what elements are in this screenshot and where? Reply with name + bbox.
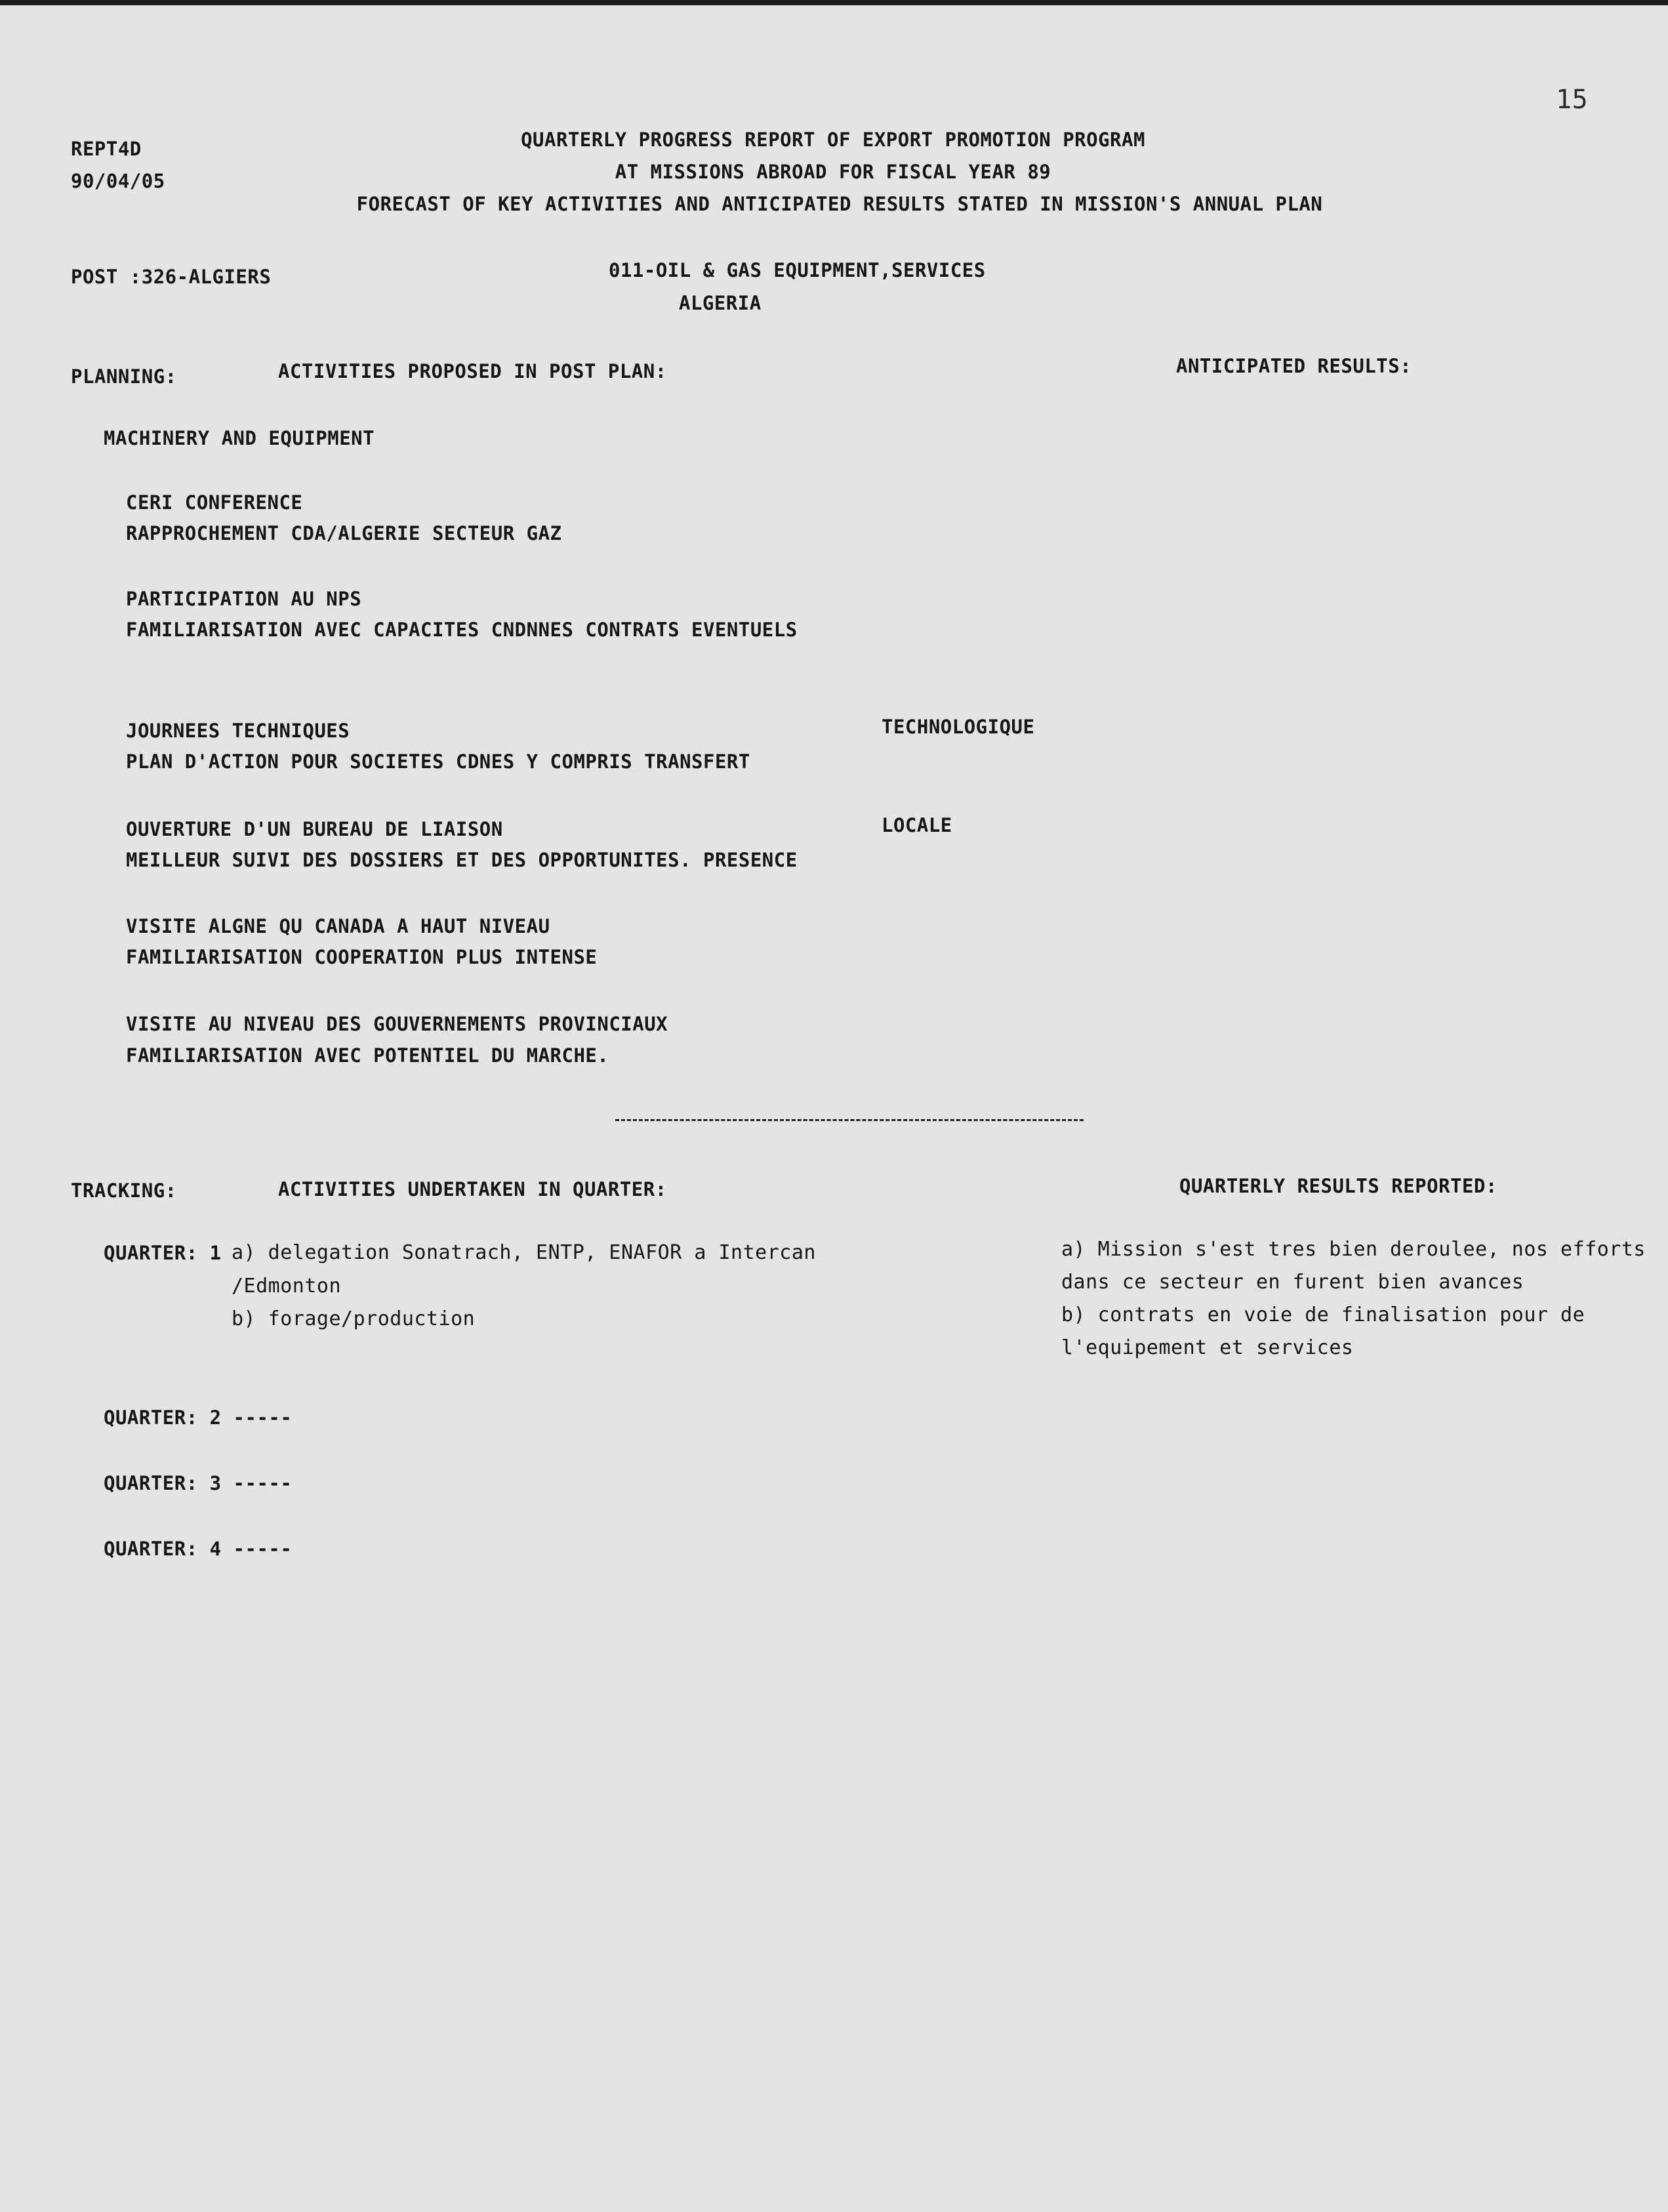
planned-activity: OUVERTURE D'UN BUREAU DE LIAISON <box>126 818 503 840</box>
planned-result: MEILLEUR SUIVI DES DOSSIERS ET DES OPPORTUNITES. PRESENCE <box>126 849 798 871</box>
quarter-1-result: b) contrats en voie de finalisation pour de <box>1061 1303 1585 1326</box>
planned-result: RAPPROCHEMENT CDA/ALGERIE SECTEUR GAZ <box>126 522 562 544</box>
report-title-line3: FORECAST OF KEY ACTIVITIES AND ANTICIPATED RESULTS STATED IN MISSION'S ANNUAL PLAN <box>356 193 1323 215</box>
planned-activity: VISITE AU NIVEAU DES GOUVERNEMENTS PROVINCIAUX <box>126 1013 668 1035</box>
report-title-line1: QUARTERLY PROGRESS REPORT OF EXPORT PROMOTION PROGRAM <box>521 129 1145 151</box>
planning-label: PLANNING: <box>71 365 177 388</box>
planned-result: FAMILIARISATION AVEC POTENTIEL DU MARCHE. <box>126 1044 609 1067</box>
planned-result-continuation: LOCALE <box>882 814 952 836</box>
section-divider <box>615 1119 1084 1121</box>
country-label: ALGERIA <box>679 292 762 314</box>
planned-activity: CERI CONFERENCE <box>126 491 303 514</box>
page-number: 15 <box>1556 85 1589 115</box>
quarter-1-result: dans ce secteur en furent bien avances <box>1061 1271 1524 1294</box>
report-date: 90/04/05 <box>71 170 165 192</box>
quarter-1-label: QUARTER: 1 <box>104 1242 222 1264</box>
planned-activity: PARTICIPATION AU NPS <box>126 588 362 610</box>
anticipated-results-heading: ANTICIPATED RESULTS: <box>1176 355 1412 377</box>
planning-activities-heading: ACTIVITIES PROPOSED IN POST PLAN: <box>278 360 667 382</box>
scan-edge <box>0 0 1668 5</box>
planned-result-continuation: TECHNOLOGIQUE <box>882 716 1035 738</box>
tracking-label: TRACKING: <box>71 1179 177 1202</box>
quarter-1-result: a) Mission s'est tres bien deroulee, nos efforts <box>1061 1238 1646 1261</box>
quarter-4-label: QUARTER: 4 ----- <box>104 1538 293 1560</box>
quarter-1-result: l'equipement et services <box>1061 1336 1354 1359</box>
report-id: REPT4D <box>71 138 142 160</box>
quarter-1-activity: b) forage/production <box>232 1307 476 1330</box>
planned-result: PLAN D'ACTION POUR SOCIETES CDNES Y COMPRIS TRANSFERT <box>126 750 750 773</box>
sector-label: 011-OIL & GAS EQUIPMENT,SERVICES <box>609 259 986 281</box>
report-title-line2: AT MISSIONS ABROAD FOR FISCAL YEAR 89 <box>615 161 1051 183</box>
planning-category: MACHINERY AND EQUIPMENT <box>104 427 375 449</box>
planned-result: FAMILIARISATION AVEC CAPACITES CNDNNES CONTRATS EVENTUELS <box>126 619 798 641</box>
planned-activity: VISITE ALGNE QU CANADA A HAUT NIVEAU <box>126 915 550 937</box>
quarter-2-label: QUARTER: 2 ----- <box>104 1406 293 1429</box>
post-label: POST :326-ALGIERS <box>71 266 272 288</box>
planned-result: FAMILIARISATION COOPERATION PLUS INTENSE <box>126 946 598 968</box>
quarter-1-activity: a) delegation Sonatrach, ENTP, ENAFOR a Intercan <box>232 1241 816 1264</box>
quarter-3-label: QUARTER: 3 ----- <box>104 1472 293 1494</box>
quarterly-results-heading: QUARTERLY RESULTS REPORTED: <box>1179 1175 1497 1197</box>
quarter-1-activity: /Edmonton <box>232 1275 342 1298</box>
planned-activity: JOURNEES TECHNIQUES <box>126 720 350 742</box>
tracking-activities-heading: ACTIVITIES UNDERTAKEN IN QUARTER: <box>278 1178 667 1200</box>
